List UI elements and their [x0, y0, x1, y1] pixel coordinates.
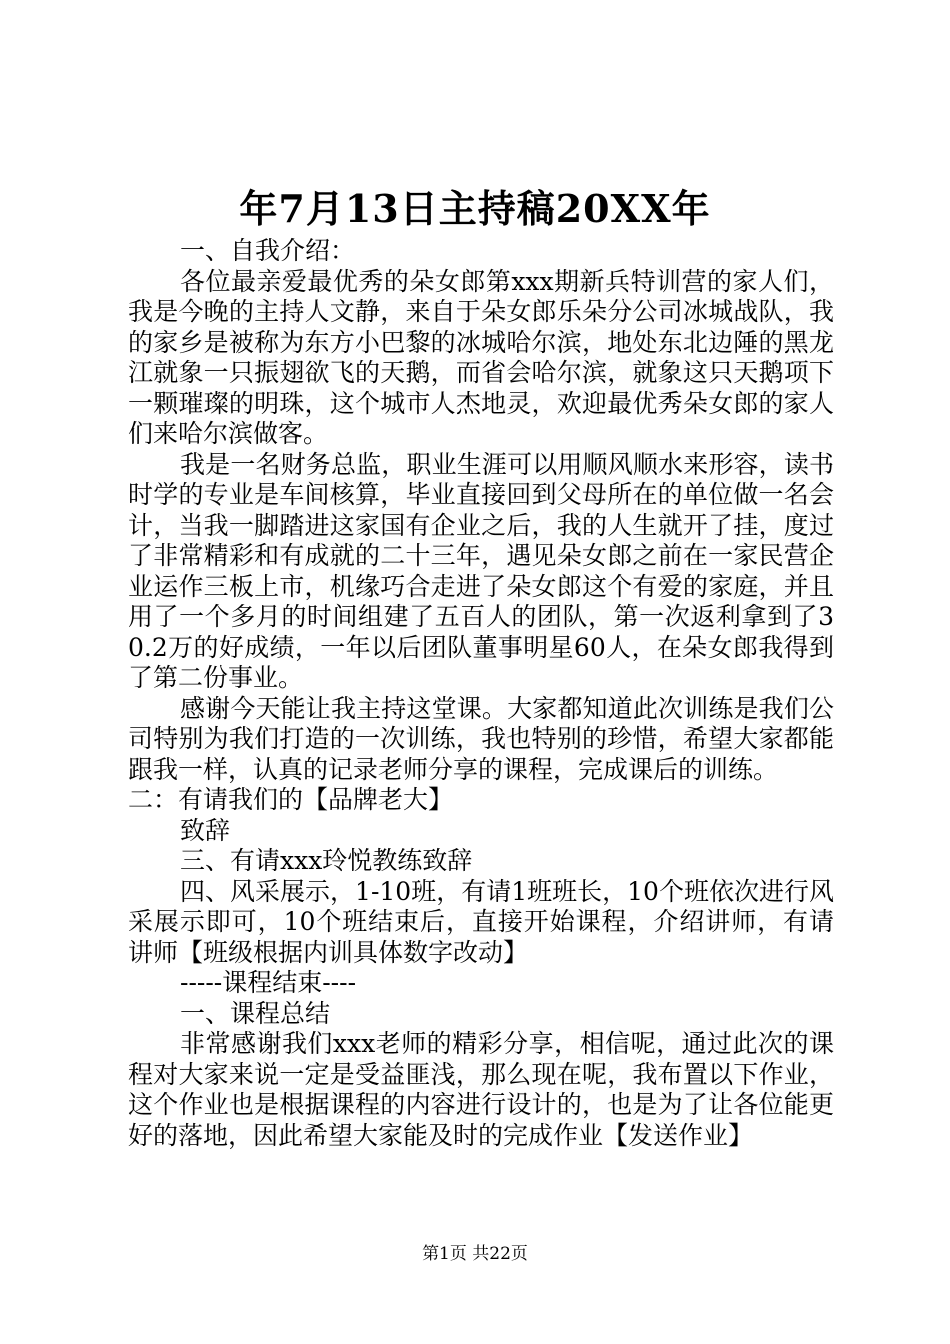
document-title: 年7月13日主持稿20XX年 — [239, 186, 711, 231]
paragraph: 我是一名财务总监，职业生涯可以用顺风顺水来形容，读书时学的专业是车间核算，毕业直接回到父母所在的单位做一名会计，当我一脚踏进这家国有企业之后，我的人生就开了挂，度过了非常精彩和有成就的二十三年，遇见朵女郎之前在一家民营企业运作三板上市，机缘巧合走进了朵女郎这个有爱的家庭，并且用了一个多月的时间组建了五百人的团队，第一次返利拿到了30.2万的好成绩，一年以后团队董事明星60人，在朵女郎我得到了第二份事业。 — [128, 449, 834, 692]
paragraph: 致辞 — [180, 815, 231, 845]
paragraph: 各位最亲爱最优秀的朵女郎第xxx期新兵特训营的家人们，我是今晚的主持人文静，来自于朵女郎乐朵分公司冰城战队，我的家乡是被称为东方小巴黎的冰城哈尔滨，地处东北边陲的黑龙江就象一只振翅欲飞的天鹅，而省会哈尔滨，就象这只天鹅项下一颗璀璨的明珠，这个城市人杰地灵，欢迎最优秀朵女郎的家人们来哈尔滨做客。 — [128, 266, 834, 448]
paragraph: 感谢今天能让我主持这堂课。大家都知道此次训练是我们公司特别为我们打造的一次训练，我也特别的珍惜，希望大家都能跟我一样，认真的记录老师分享的课程，完成课后的训练。 — [128, 693, 834, 784]
paragraph: 四、风采展示，1-10班，有请1班班长，10个班依次进行风采展示即可，10个班结束后，直接开始课程，介绍讲师，有请讲师【班级根据内训具体数字改动】 — [128, 876, 834, 967]
paragraph: 三、有请xxx玲悦教练致辞 — [180, 846, 473, 875]
paragraph-intro-heading: 一、自我介绍： — [180, 236, 356, 265]
document-body — [128, 236, 834, 1151]
paragraph: 二：有请我们的【品牌老大】 — [128, 785, 454, 814]
paragraph-summary-heading: 一、课程总结 — [180, 998, 331, 1028]
paragraph: 非常感谢我们xxx老师的精彩分享，相信呢，通过此次的课程对大家来说一定是受益匪浅，那么现在呢，我布置以下作业，这个作业也是根据课程的内容进行设计的，也是为了让各位能更好的落地，因此希望大家能及时的完成作业【发送作业】 — [128, 1029, 834, 1150]
paragraph-divider: -----课程结束---- — [180, 968, 357, 997]
page-number-footer: 第1页 共22页 — [422, 1244, 528, 1264]
